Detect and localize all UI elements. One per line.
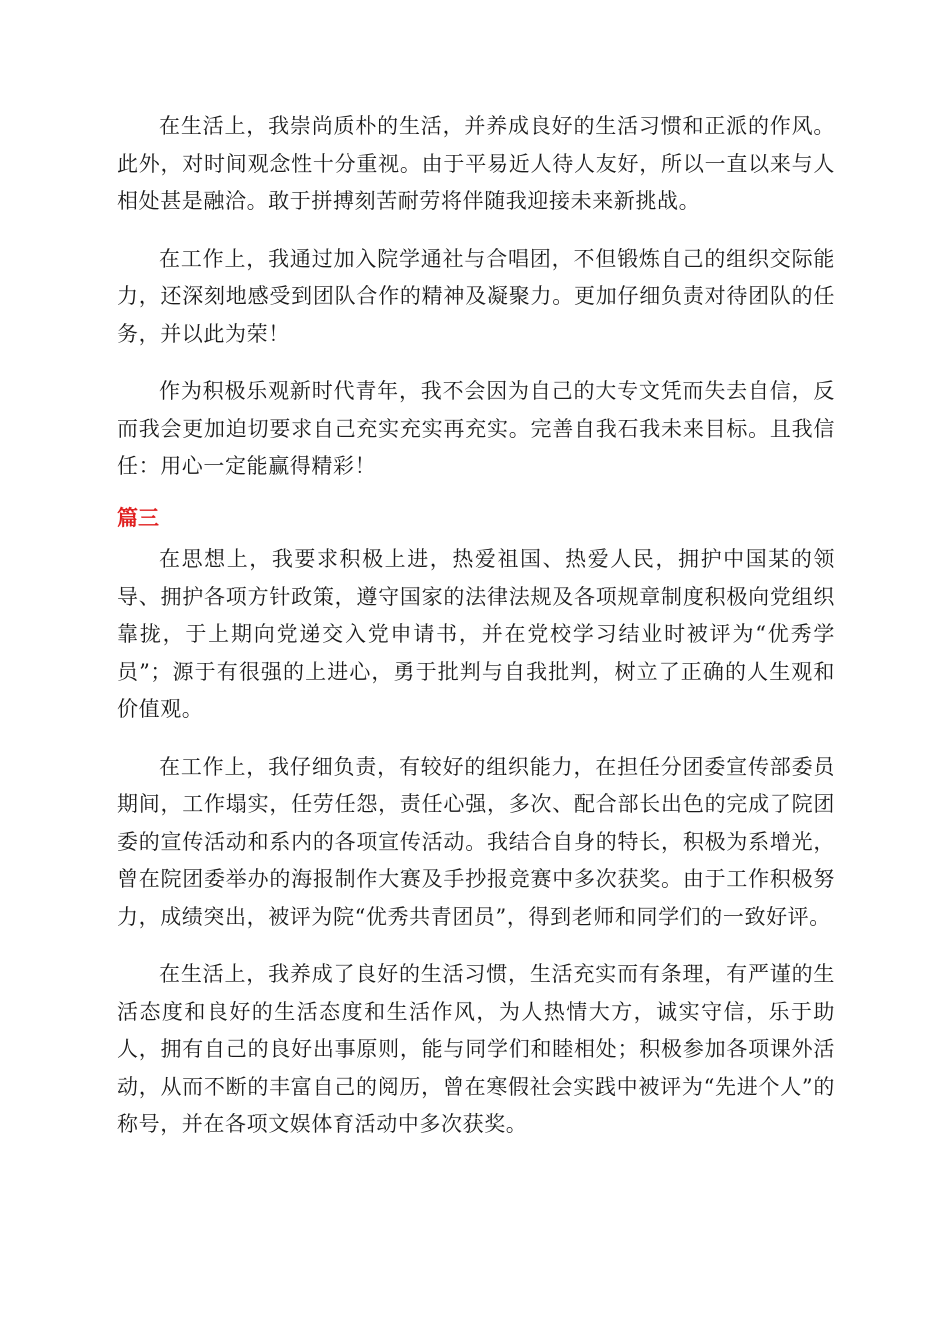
- paragraph-life-detail: 在生活上，我养成了良好的生活习惯，生活充实而有条理，有严谨的生活态度和良好的生活态度和生活作风，为人热情大方，诚实守信，乐于助人，拥有自己的良好出事原则，能与同学们和睦相处；积极参加各项课外活动，从而不断的丰富自己的阅历，曾在寒假社会实践中被评为“先进个人”的称号，并在各项文娱体育活动中多次获奖。: [117, 962, 835, 1136]
- section-heading: 篇三: [117, 505, 159, 530]
- document-body: [117, 108, 835, 1164]
- paragraph-work: 在工作上，我通过加入院学通社与合唱团，不但锻炼自己的组织交际能力，还深刻地感受到团队合作的精神及凝聚力。更加仔细负责对待团队的任务，并以此为荣！: [117, 246, 835, 346]
- paragraph-outlook: 作为积极乐观新时代青年，我不会因为自己的大专文凭而失去自信，反而我会更加迫切要求自己充实充实再充实。完善自我石我未来目标。且我信任：用心一定能赢得精彩！: [117, 379, 835, 478]
- paragraph-life: 在生活上，我崇尚质朴的生活，并养成良好的生活习惯和正派的作风。此外，对时间观念性十分重视。由于平易近人待人友好，所以一直以来与人相处甚是融洽。敢于拼搏刻苦耐劳将伴随我迎接未来新挑战。: [117, 114, 835, 213]
- paragraph-thought: 在思想上，我要求积极上进，热爱祖国、热爱人民，拥护中国某的领导、拥护各项方针政策，遵守国家的法律法规及各项规章制度积极向党组织靠拢，于上期向党递交入党申请书，并在党校学习结业时被评为“优秀学员”；源于有很强的上进心，勇于批判与自我批判，树立了正确的人生观和价值观。: [117, 547, 835, 721]
- paragraph-work-detail: 在工作上，我仔细负责，有较好的组织能力，在担任分团委宣传部委员期间，工作塌实，任劳任怨，责任心强，多次、配合部长出色的完成了院团委的宣传活动和系内的各项宣传活动。我结合自身的特长，积极为系增光，曾在院团委举办的海报制作大赛及手抄报竞赛中多次获奖。由于工作积极努力，成绩突出，被评为院“优秀共青团员”，得到老师和同学们的一致好评。: [117, 754, 835, 929]
